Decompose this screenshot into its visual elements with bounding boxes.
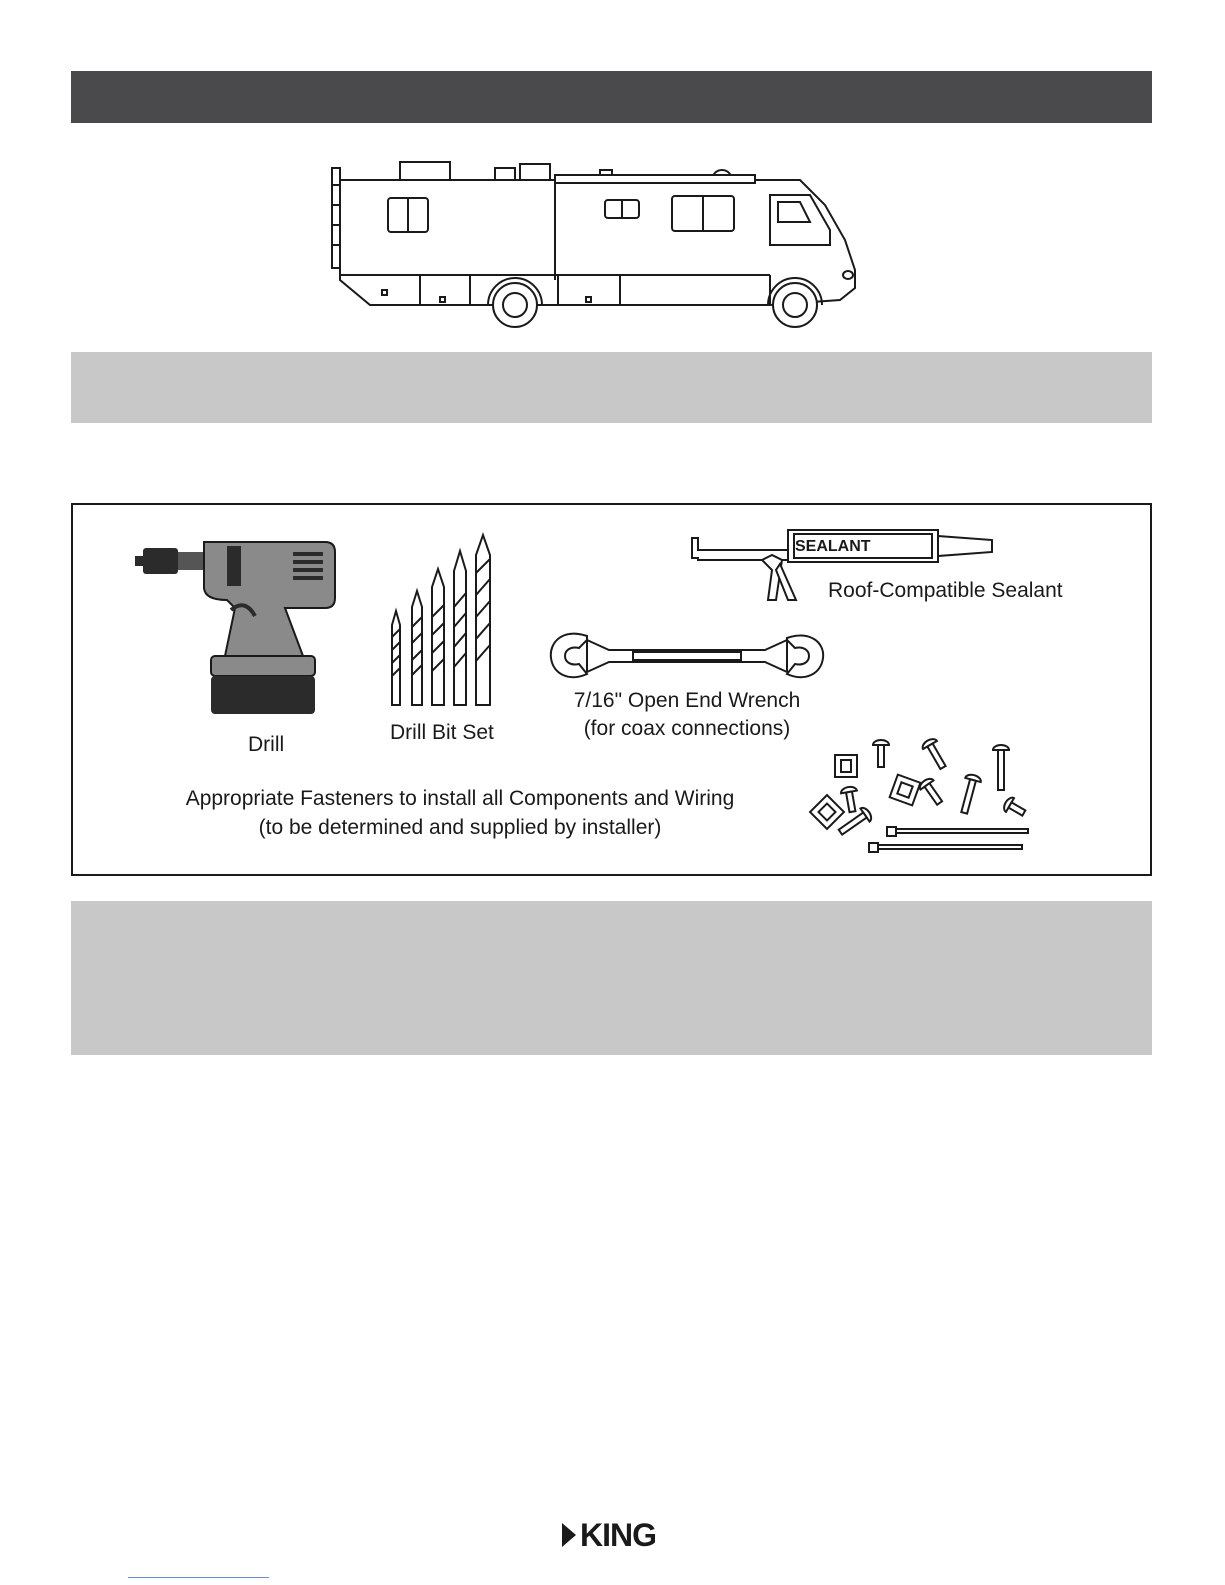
footer-rule [128, 1577, 269, 1578]
logo-text: KING [580, 1517, 656, 1553]
drill-bit-label: Drill Bit Set [390, 721, 494, 744]
sealant-label: Roof-Compatible Sealant [828, 579, 1063, 602]
notes-band [71, 901, 1152, 1055]
drill-icon [135, 538, 345, 723]
king-logo-icon [562, 1523, 576, 1547]
instruction-band [71, 352, 1152, 423]
drill-label: Drill [248, 733, 285, 756]
fasteners-icon [805, 735, 1045, 865]
drill-bits-icon [390, 535, 500, 710]
fasteners-label-line1: Appropriate Fasteners to install all Components and Wiring [185, 787, 735, 810]
rv-illustration [330, 150, 870, 340]
wrench-label-line1: 7/16" Open End Wrench [573, 689, 801, 712]
fasteners-label-line2: (to be determined and supplied by installer) [258, 816, 662, 839]
section-header-bar [71, 71, 1152, 123]
wrench-icon [549, 630, 825, 682]
king-logo [562, 1517, 672, 1553]
wrench-label-line2: (for coax connections) [583, 717, 791, 740]
sealant-tube-label: SEALANT [795, 538, 871, 555]
